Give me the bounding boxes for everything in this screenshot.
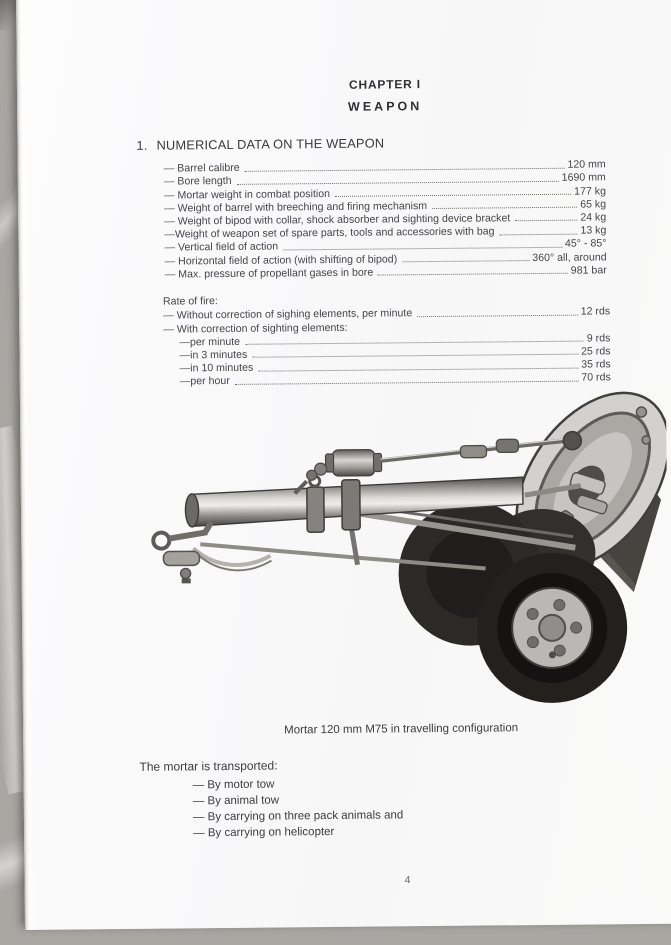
rate-value: 9 rds <box>586 332 611 345</box>
spec-label: — Max. pressure of propellant gases in bore <box>164 266 374 281</box>
spec-label: — Mortar weight in combat position <box>163 187 331 202</box>
dot-leader <box>417 314 577 317</box>
dot-leader <box>432 207 577 209</box>
transport-intro: The mortar is transported: <box>139 758 278 774</box>
spec-value: 45° - 85° <box>564 237 607 251</box>
spec-value: 24 kg <box>580 211 607 224</box>
spec-value: 981 bar <box>570 264 607 277</box>
transport-item: — By carrying on three pack animals and <box>192 809 404 824</box>
dot-leader <box>402 260 529 262</box>
spec-label: — Horizontal field of action (with shifting of bipod) <box>164 252 398 268</box>
spec-value: 1690 mm <box>561 171 606 185</box>
rate-value: 25 rds <box>580 345 611 358</box>
chapter-heading: CHAPTER I <box>348 77 421 92</box>
spec-value: 177 kg <box>574 184 607 198</box>
dot-leader <box>378 273 568 276</box>
section-heading <box>136 135 384 152</box>
transport-section <box>139 757 403 842</box>
chapter-title: WEAPON <box>347 99 423 114</box>
rate-label: —per hour <box>179 375 230 388</box>
spec-label: — Barrel calibre <box>163 162 240 175</box>
spec-label: — Weight of bipod with collar, shock absorber and sighting device bracket <box>164 212 511 228</box>
page-number: 4 <box>404 874 411 887</box>
rate-label: — With correction of sighting elements: <box>163 321 348 336</box>
section-title: NUMERICAL DATA ON THE WEAPON <box>156 135 385 153</box>
paper-sheet <box>16 0 671 930</box>
dot-leader <box>515 220 577 222</box>
transport-item: — By carrying on helicopter <box>193 825 335 840</box>
dot-leader <box>335 194 571 197</box>
rate-label: —in 3 minutes <box>179 348 248 362</box>
dot-leader <box>500 233 578 235</box>
spec-label: —Weight of weapon set of spare parts, tools and accessories with bag <box>164 225 495 241</box>
rate-value: 12 rds <box>580 305 611 318</box>
rate-label: — Without correction of sighing elements, per minute <box>163 307 413 322</box>
mortar-photo <box>144 382 669 719</box>
spec-label: — Weight of barrel with breeching and firing mechanism <box>164 199 428 215</box>
spec-label: — Vertical field of action <box>164 240 279 254</box>
transport-item: — By motor tow <box>192 778 275 792</box>
rate-value: 35 rds <box>581 358 611 371</box>
rate-of-fire-list <box>163 291 611 388</box>
numerical-data-list <box>164 157 607 280</box>
figure-caption: Mortar 120 mm M75 in travelling configuration <box>284 722 519 737</box>
section-number: 1. <box>136 137 148 153</box>
transport-item: — By animal tow <box>192 794 280 808</box>
rate-of-fire-heading: Rate of fire: <box>162 295 218 308</box>
rate-value: 70 rds <box>581 371 611 384</box>
rate-label: —in 10 minutes <box>179 361 254 375</box>
spec-value: 120 mm <box>567 158 606 171</box>
spec-value: 13 kg <box>580 224 607 237</box>
spec-value: 360° all, around <box>532 250 607 264</box>
spec-value: 65 kg <box>580 198 607 211</box>
rate-label: —per minute <box>179 335 241 349</box>
spec-label: — Bore length <box>163 175 232 188</box>
